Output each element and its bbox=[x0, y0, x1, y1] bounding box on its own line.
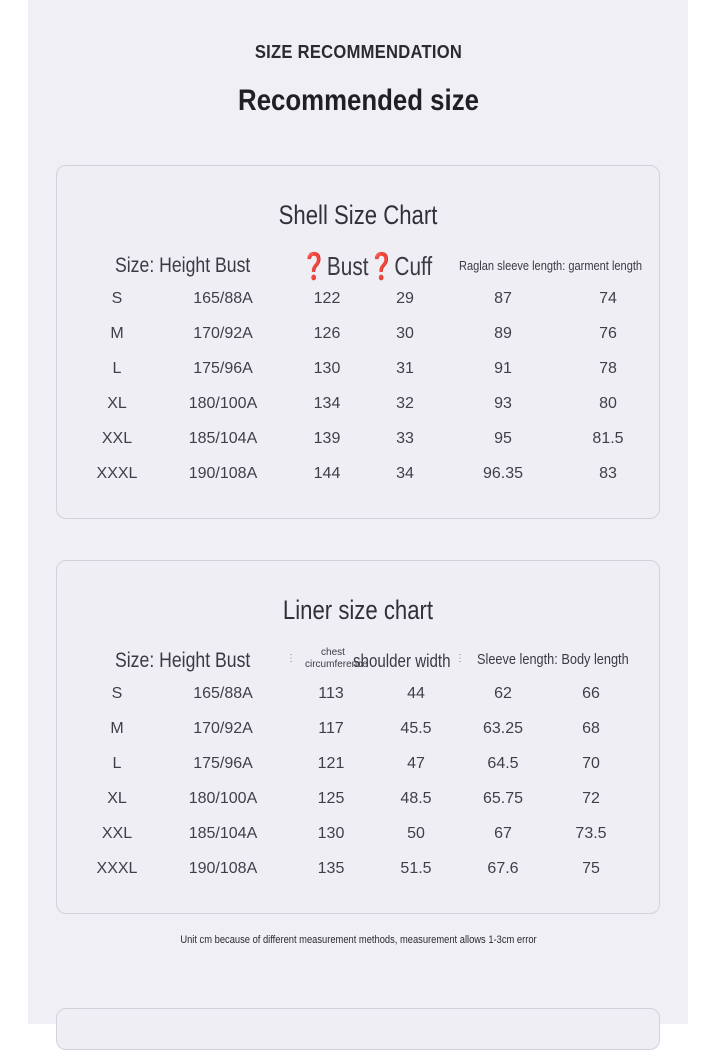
liner-chart-title: Liner size chart bbox=[282, 595, 434, 625]
cell-body-length: 72 bbox=[582, 790, 600, 807]
liner-table-body bbox=[57, 685, 659, 895]
page-title: Recommended size bbox=[238, 84, 479, 117]
cell-height-bust: 185/104A bbox=[188, 825, 258, 842]
cell-raglan-sleeve: 87 bbox=[494, 290, 512, 307]
separator-dots: ⋮ bbox=[455, 653, 465, 664]
table-row bbox=[57, 360, 659, 395]
cell-garment-length: 83 bbox=[599, 465, 617, 482]
cell-bust: 122 bbox=[313, 290, 341, 307]
cell-cuff: 30 bbox=[396, 325, 414, 342]
cell-cuff: 33 bbox=[396, 430, 414, 447]
cell-shoulder-width: 45.5 bbox=[400, 720, 432, 737]
cell-size: L bbox=[112, 360, 122, 377]
separator-dots: ⋮ bbox=[286, 653, 296, 664]
table-row bbox=[57, 290, 659, 325]
cell-cuff: 31 bbox=[396, 360, 414, 377]
cell-size: XXXL bbox=[96, 465, 138, 482]
cell-chest: 121 bbox=[317, 755, 345, 772]
cell-size: M bbox=[110, 720, 124, 737]
cell-height-bust: 190/108A bbox=[188, 465, 258, 482]
cell-garment-length: 76 bbox=[599, 325, 617, 342]
cell-chest: 135 bbox=[317, 860, 345, 877]
cell-raglan-sleeve: 95 bbox=[494, 430, 512, 447]
cell-body-length: 68 bbox=[582, 720, 600, 737]
liner-size-card bbox=[56, 560, 660, 914]
cell-cuff: 34 bbox=[396, 465, 414, 482]
cell-garment-length: 78 bbox=[599, 360, 617, 377]
cell-raglan-sleeve: 96.35 bbox=[482, 465, 524, 482]
liner-header-circumference: circumference bbox=[305, 659, 368, 670]
measurement-footnote: Unit cm because of different measurement methods, measurement allows 1-3cm error bbox=[180, 934, 537, 946]
cell-bust: 139 bbox=[313, 430, 341, 447]
cell-garment-length: 81.5 bbox=[592, 430, 624, 447]
cell-height-bust: 185/104A bbox=[188, 430, 258, 447]
cell-body-length: 73.5 bbox=[575, 825, 607, 842]
cell-size: S bbox=[111, 685, 123, 702]
shell-header-bust-cuff: ❓Bust❓Cuff bbox=[301, 251, 433, 281]
shell-size-card bbox=[56, 165, 660, 519]
cell-body-length: 75 bbox=[582, 860, 600, 877]
section-eyebrow: SIZE RECOMMENDATION bbox=[254, 42, 463, 62]
cell-shoulder-width: 47 bbox=[407, 755, 425, 772]
liner-header-sleeve-body: Sleeve length: Body length bbox=[477, 651, 629, 668]
next-card bbox=[56, 1008, 660, 1050]
cell-garment-length: 74 bbox=[599, 290, 617, 307]
cell-sleeve-length: 67.6 bbox=[487, 860, 519, 877]
shell-header-raglan-garment: Raglan sleeve length: garment length bbox=[459, 258, 643, 273]
cell-raglan-sleeve: 91 bbox=[494, 360, 512, 377]
table-row bbox=[57, 685, 659, 720]
cell-chest: 125 bbox=[317, 790, 345, 807]
cell-height-bust: 165/88A bbox=[193, 685, 253, 702]
cell-size: XL bbox=[107, 790, 127, 807]
cell-body-length: 66 bbox=[582, 685, 600, 702]
cell-size: XXL bbox=[101, 430, 133, 447]
cell-height-bust: 165/88A bbox=[193, 290, 253, 307]
cell-bust: 130 bbox=[313, 360, 341, 377]
cell-size: XXL bbox=[101, 825, 133, 842]
cell-chest: 130 bbox=[317, 825, 345, 842]
table-row bbox=[57, 825, 659, 860]
cell-body-length: 70 bbox=[582, 755, 600, 772]
cell-bust: 134 bbox=[313, 395, 341, 412]
cell-shoulder-width: 44 bbox=[407, 685, 425, 702]
cell-shoulder-width: 50 bbox=[407, 825, 425, 842]
cell-bust: 144 bbox=[313, 465, 341, 482]
cell-height-bust: 175/96A bbox=[193, 360, 253, 377]
cell-sleeve-length: 64.5 bbox=[487, 755, 519, 772]
table-row bbox=[57, 790, 659, 825]
table-row bbox=[57, 755, 659, 790]
liner-header-chest: chest bbox=[321, 647, 345, 658]
cell-height-bust: 175/96A bbox=[193, 755, 253, 772]
cell-garment-length: 80 bbox=[599, 395, 617, 412]
cell-cuff: 29 bbox=[396, 290, 414, 307]
cell-bust: 126 bbox=[313, 325, 341, 342]
shell-chart-title: Shell Size Chart bbox=[278, 200, 438, 230]
cell-chest: 117 bbox=[318, 720, 344, 737]
cell-height-bust: 180/100A bbox=[188, 395, 258, 412]
table-row bbox=[57, 465, 659, 500]
cell-sleeve-length: 67 bbox=[494, 825, 512, 842]
liner-header-shoulder-width: shoulder width bbox=[353, 651, 451, 671]
cell-cuff: 32 bbox=[396, 395, 414, 412]
cell-sleeve-length: 62 bbox=[494, 685, 512, 702]
cell-chest: 113 bbox=[318, 685, 344, 702]
shell-table-body bbox=[57, 290, 659, 500]
cell-size: XL bbox=[107, 395, 127, 412]
liner-header-size-height-bust: Size: Height Bust bbox=[115, 649, 251, 672]
shell-header-size-height-bust: Size: Height Bust bbox=[115, 254, 251, 277]
cell-shoulder-width: 51.5 bbox=[400, 860, 432, 877]
table-row bbox=[57, 325, 659, 360]
cell-size: L bbox=[112, 755, 122, 772]
cell-sleeve-length: 63.25 bbox=[482, 720, 524, 737]
table-row bbox=[57, 430, 659, 465]
cell-raglan-sleeve: 89 bbox=[494, 325, 512, 342]
cell-size: M bbox=[110, 325, 124, 342]
cell-raglan-sleeve: 93 bbox=[494, 395, 512, 412]
table-row bbox=[57, 720, 659, 755]
table-row bbox=[57, 860, 659, 895]
table-row bbox=[57, 395, 659, 430]
cell-height-bust: 190/108A bbox=[188, 860, 258, 877]
cell-height-bust: 170/92A bbox=[193, 325, 253, 342]
cell-height-bust: 170/92A bbox=[193, 720, 253, 737]
cell-height-bust: 180/100A bbox=[188, 790, 258, 807]
cell-shoulder-width: 48.5 bbox=[400, 790, 432, 807]
cell-size: XXXL bbox=[96, 860, 138, 877]
cell-sleeve-length: 65.75 bbox=[482, 790, 524, 807]
cell-size: S bbox=[111, 290, 123, 307]
